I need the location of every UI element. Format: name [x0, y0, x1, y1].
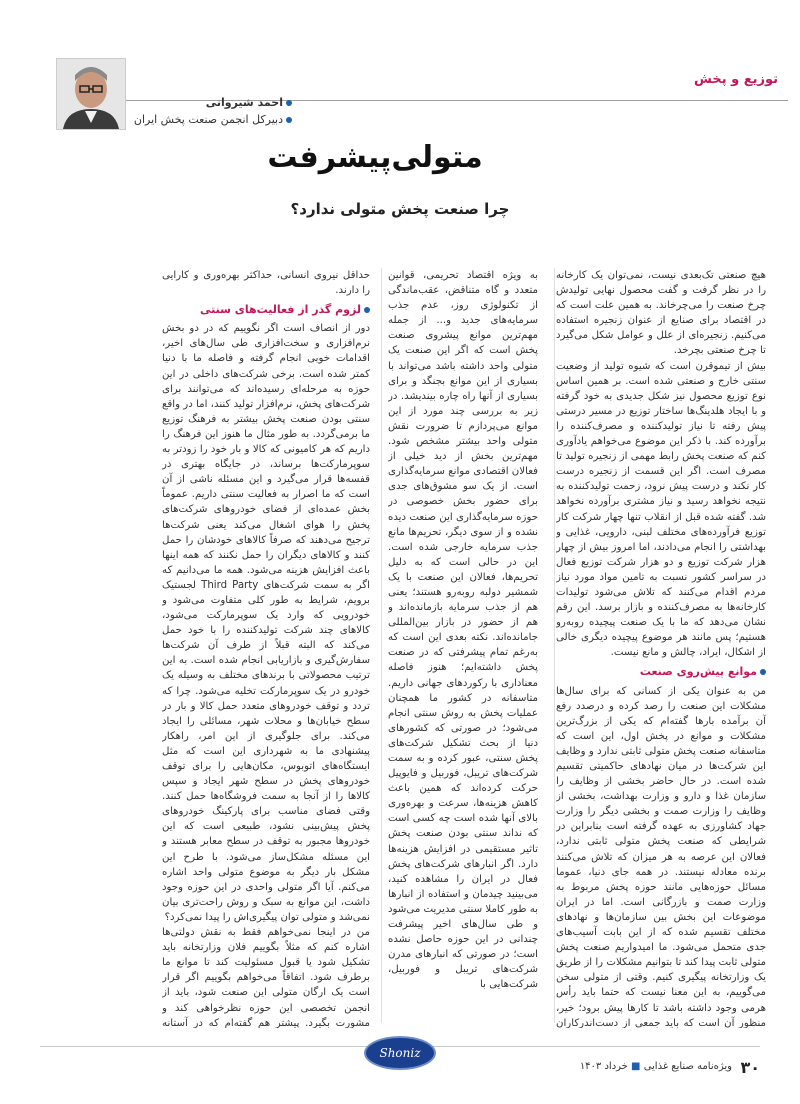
portrait-image — [57, 59, 125, 129]
subheading-bullet-icon — [364, 307, 370, 313]
author-title: دبیرکل انجمن صنعت پخش ایران — [132, 113, 292, 126]
author-bullet-icon — [286, 100, 292, 106]
author-portrait — [56, 58, 126, 130]
subheading: لزوم گذر از فعالیت‌های سنتی — [162, 302, 370, 317]
author-name: احمد شیروانی — [132, 96, 292, 109]
paragraph: من در اینجا نمی‌خواهم فقط به نقش دولتی‌ها اشاره کنم که مثلاً بگوییم فلان وزارتخانه باید تشکیل شود یا قبول مسئولیت کند تا موانع ما برطرف شود. اتفاقاً می‌خواهم بگوییم اگر قرار است یک ارگان متولی این صنعت شود، باید از انجمن تخصصی این حوزه نظرخواهی کند و مشورت بگیرد. پیشتر هم گفته‌ام که در آستانه — [162, 927, 370, 1028]
article-subtitle: چرا صنعت پخش متولی ندارد؟ — [290, 200, 510, 218]
article-title: متولی‌پیشرفت — [267, 140, 483, 175]
page-footer — [0, 1036, 800, 1096]
paragraph: دور از انصاف است اگر نگوییم که در دو بخش نرم‌افزاری و سخت‌افزاری طی سال‌های اخیر، اقدامات خوبی انجام گرفته و فاصله ما با دنیا کمتر شده است. برخی شرکت‌های داخلی در این حوزه به مرحله‌ای رسیده‌اند که می‌توانند برای شرکت‌های پخش، نرم‌افزار تولید کنند، اما در واقع سنتی بودن صنعت پخش بیشتر به فرهنگ توزیع ما برمی‌گردد. به طور مثال ما هنوز این فرهنگ را داریم که هر کامیونی که کالا و بار خود را زودتر به سوپرمارکت‌ها برساند، در جایگاه بهتری در قفسه‌ها قرار می‌گیرد و این مسئله ناشی از آن است که ما اصرار به فعالیت سنتی داریم. عموماً بخش عمده‌ای از فضای خودروهای شرکت‌های پخش را هوای اشغال می‌کند یعنی شرکت‌ها ترجیح می‌دهند که صرفاً کالاهای خودشان را حمل کنند و کالاهای دیگران را حمل نکنند که همه اینها باعث افزایش هزینه می‌شود. همه ما می‌دانیم که اگر به سمت شرکت‌های Third Party لجستیک برویم، شرایط به طور کلی متفاوت می‌شود و خودرویی که وارد یک سوپرمارکت می‌شود، کالاهای چند شرکت تولیدکننده را با خود حمل می‌کند که البته قبلاً از طرف آن شرکت‌ها سفارش‌گیری و بازاریابی انجام شده است. به این ترتیب محصولاتی با برندهای مختلف به وسیله یک خودرو در یک سوپرمارکت تخلیه می‌شود. چرا که تردد و توقف خودروهای متعدد حمل کالا و بار در سطح خیابان‌ها و محلات شهر، مسائلی را ایجاد می‌کند. برای جلوگیری از این امر، راهکار پیشنهادی ما به شهرداری این است که مثل ایستگاه‌های اتوبوس، مکان‌هایی را برای توقف خودروهای پخش در سطح شهر ایجاد و سپس کالاها را از آنجا به سمت فروشگاه‌ها حمل کنند. وقتی فضای مناسب برای پارکینگ خودروهای پخش پیش‌بینی نشود، طبیعی است که این خودروها مجبور به توقف در سطح معابر هستند و این مسئله مشکل‌ساز می‌شود. با طرح این مشکل بار دیگر به موضوع متولی واحد اشاره می‌کنم. آیا اگر متولی واحدی در این حوزه وجود داشت، این موانع به سبک و روش راحت‌تری بیان نمی‌شد و متولی توان پیگیری‌اش را پیدا نمی‌کرد؟ — [162, 323, 370, 923]
body-column-2 — [388, 268, 538, 1028]
paragraph: به ویژه اقتصاد تحریمی، قوانین متعدد و گاه متناقض، عقب‌ماندگی از تکنولوژی روز، عدم جذب سرمایه‌های جدید و... از جمله مهم‌ترین موانع پیشروی صنعت پخش است که اگر این صنعت یک متولی واحد داشته باشد می‌تواند با بسیاری از این موانع بجنگد و برای بسیاری از آنها راه چاره بیندیشد. در زیر به بررسی چند مورد از این موانع می‌پردازم تا ضرورت نقش متولی واحد بیشتر مشخص شود. مهم‌ترین بخش از دید خیلی از فعالان اقتصادی موانع سرمایه‌گذاری است. از یک سو مشوق‌های جدی برای حضور بخش خصوصی در حوزه سرمایه‌گذاری این صنعت دیده نشده و از سوی دیگر، تحریم‌ها مانع جذب سرمایه خارجی شده است. این در حالی است که به دلیل تحریم‌ها، فعالان این صنعت با یک شمشیر دولبه روبه‌رو هستند؛ یعنی هم از جذب سرمایه بازمانده‌اند و هم از حضور در بازار بین‌المللی جامانده‌اند. نکته بعدی این است که به‌رغم تمام پیشرفتی که در صنعت پخش داشته‌ایم؛ هنوز فاصله معناداری با رکوردهای جهانی داریم. متاسفانه در کشور ما همچنان عملیات پخش به روش سنتی انجام می‌شود؛ در صورتی که کشورهای دنیا از بحث تشکیل شرکت‌های پخش سنتی، عبور کرده و به سمت شرکت‌های تریبل، فوربیل و فایوپیل حرکت کرده‌اند که همین باعث کاهش هزینه‌ها، سرعت و بهره‌وری بالای آنها شده است چه کسی است که نداند سنتی بودن صنعت پخش تاثیر مستقیمی در افزایش هزینه‌ها دارد. اگر انبارهای شرکت‌های پخش فعال در ایران را مشاهده کنید، می‌بینید چیدمان و استفاده از انبارها به طور کاملا سنتی مدیریت می‌شود و طی سال‌های اخیر پیشرفت چندانی در این حوزه حاصل نشده است؛ در صورتی که انبارهای مدرن شرکت‌های تریبل و فوربیل، شرکت‌هایی با — [388, 270, 538, 991]
column-divider — [381, 268, 382, 1023]
column-divider — [554, 268, 555, 1023]
paragraph: بیش از تیموقرن است که شیوه تولید از وضعیت سنتی خارج و صنعتی شده است. بر همین اساس نوع توزیع محصول نیز شکل جدیدی به خود گرفته و با ایجاد هلدینگ‌ها ساختار توزیع در مسیر درستی پیش رفته تا نیاز تولیدکننده و مصرف‌کننده را برآورده کند. با ذکر این موضوع می‌خواهم یادآوری کنم که صنعت پخش رابط مهمی از زنجیره تولید تا مصرف است. اگر این قسمت از زنجیره درست کار نکند و درست پیش نرود، زحمت تولیدکننده به نتیجه نخواهد رسید و نیاز مشتری برآورده نخواهد شد. گفته شده قبل از انقلاب تنها چهار شرکت کار توزیع فرآورده‌های مختلف لبنی، دارویی، غذایی و بهداشتی را انجام می‌دادند، اما امروز بیش از چهار هزار شرکت توزیع و دو هزار شرکت توزیع فعال در سراسر کشور نسبت به تامین مواد مورد نیاز مردم اقدام می‌کنند که تلاش می‌شود تولیدات کارخانه‌ها به مصرف‌کننده و بازار برسد. این رقم نشان می‌دهد که ما با یک صنعت پیچیده روبه‌رو هستیم؛ پس مانند هر موضوع پیچیده دیگری خالی از اشکال، ایراد، چالش و مانع نیست. — [556, 360, 766, 659]
body-column-3 — [162, 268, 370, 1028]
subheading: موانع پیش‌روی صنعت — [556, 664, 766, 679]
body-column-1 — [556, 268, 766, 1028]
author-box — [44, 58, 304, 130]
paragraph: هیچ صنعتی تک‌بعدی نیست، نمی‌توان یک کارخانه را در نظر گرفت و گفت محصول نهایی تولیدش چرخ صنعت را می‌چرخاند. به همین علت است که در اقتصاد برای صنایع از عنوان زنجیره استفاده می‌کنیم. زنجیره‌ای از علل و عوامل شکل می‌گیرد تا چرخ صنعتی بچرخد. — [556, 270, 766, 357]
page-header — [0, 28, 800, 126]
page-number: ۳۰ — [740, 1058, 760, 1077]
title-bullet-icon — [286, 117, 292, 123]
separator-icon: ■ — [631, 1061, 641, 1072]
subheading-bullet-icon — [760, 669, 766, 675]
brand-logo: Shoniz — [364, 1036, 436, 1070]
publication-name: ویژه‌نامه صنایع غذایی ■ خرداد ۱۴۰۳ — [579, 1061, 732, 1072]
section-label: توزیع و پخش — [693, 72, 778, 87]
paragraph: من به عنوان یکی از کسانی که برای سال‌ها مشکلات این صنعت را رصد کرده و درصدد رفع آن برآمده بارها گفته‌ام که یکی از بزرگ‌ترین مشکلات و موانع در پخش اول، این است که متاسفانه صنعت پخش متولی ثابتی ندارد و وظایف این شرکت‌ها در میان نهادهای حاکمیتی تقسیم شده است. در حال حاضر بخشی از وظایف را سازمان غذا و دارو و وزارت بهداشت، بخشی از وظایف را وزارت صمت و بخشی دیگر را وزارت جهاد کشاورزی به عهده گرفته است بنابراین در شرایطی که صنعت پخش متولی ثابتی ندارد، فعالان این عرصه به هر میزان که تلاش می‌کنند برنده معادله نیستند. در همه جای دنیا، عموما مسائل حوزه‌هایی مانند حوزه پخش مربوط به وزارت صمت و بازرگانی است. اما در ایران موضوعات این بخش بین سازمان‌ها و نهادهای مختلف تقسیم شده که از این بابت آسیب‌های جدی متحمل می‌شود. ما امیدواریم صنعت پخش متولی ثابت پیدا کند تا بتوانیم مشکلات را از طریق یک وزارتخانه پیگیری کنیم. وقتی از متولی سخن می‌گوییم، به این معنا نیست که حتما باید رأس هرمی وجود داشته باشد تا کارها پیش برود؛ خیر، منظور آن است که باید جمعی از دست‌اندرکاران — [556, 685, 766, 1028]
paragraph: حداقل نیروی انسانی، حداکثر بهره‌وری و کارایی را دارند. — [162, 270, 370, 297]
